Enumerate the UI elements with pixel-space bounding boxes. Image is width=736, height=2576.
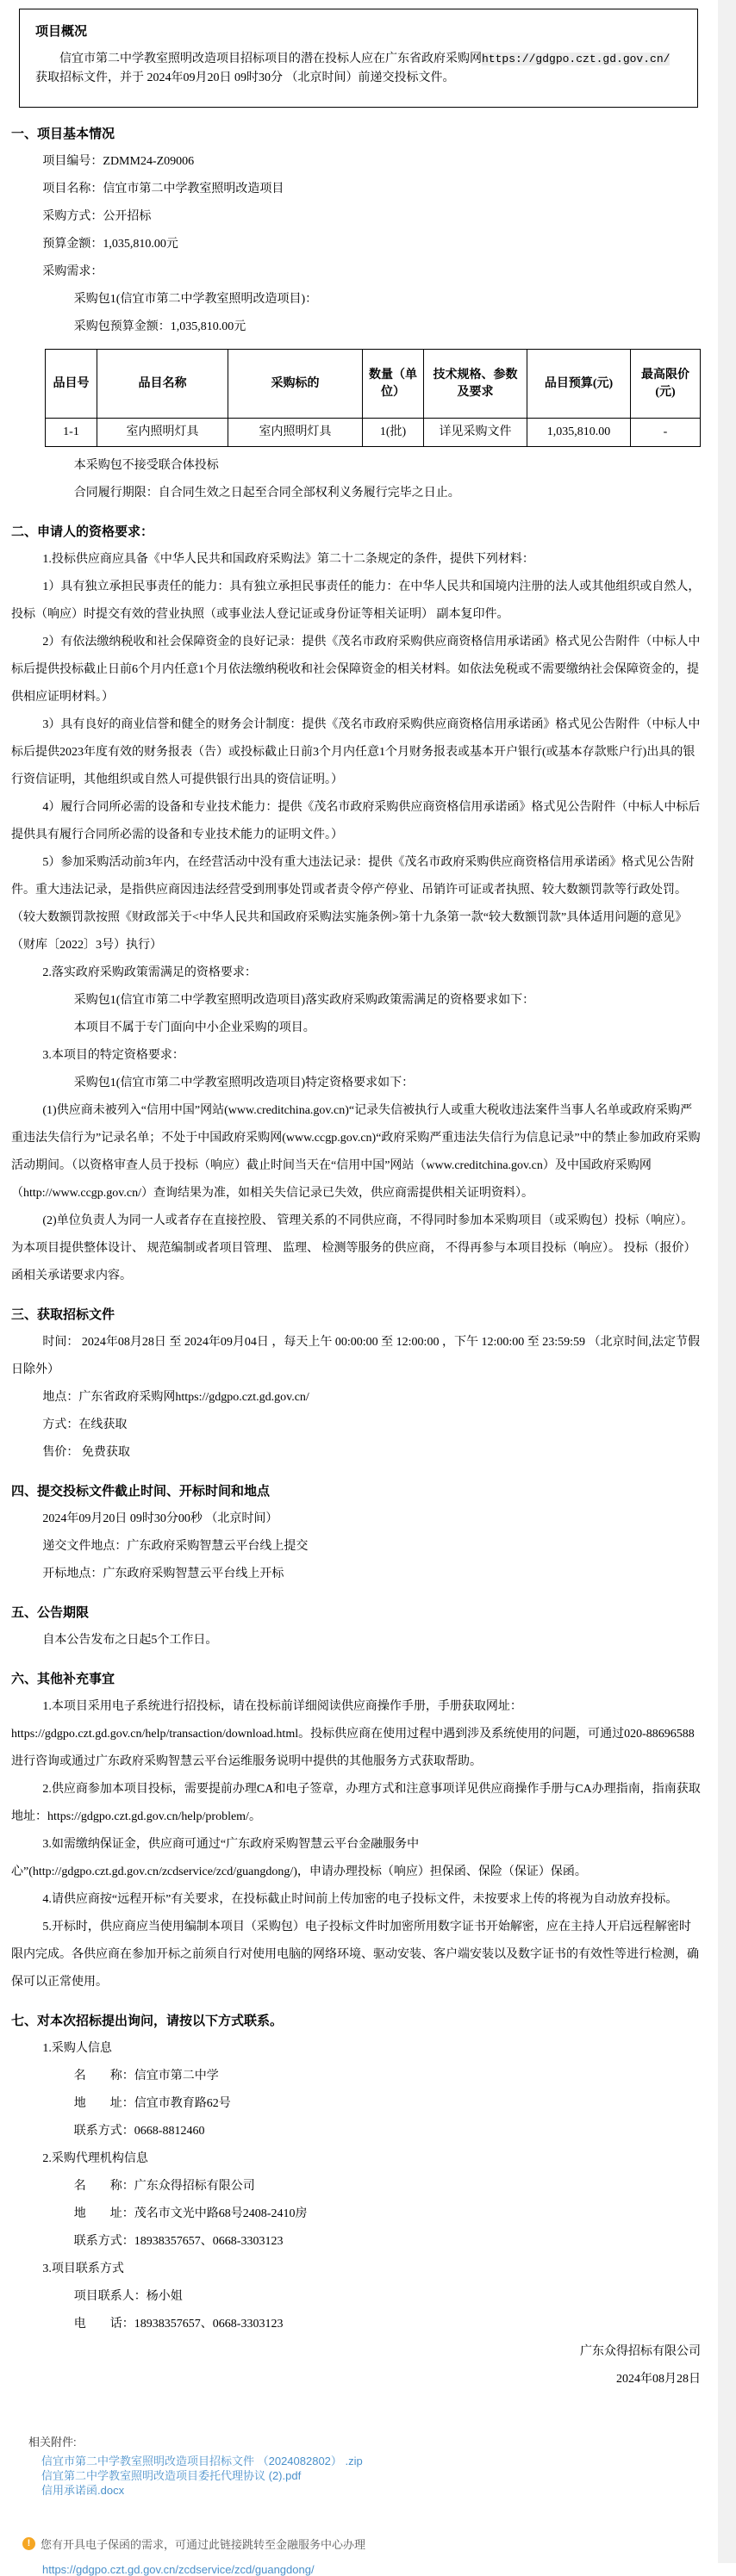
table-head: [46, 350, 701, 419]
text-block: 方式：在线获取: [42, 1418, 128, 1431]
page-right-gutter: [718, 0, 736, 2563]
table-cell: 室内照明灯具: [228, 419, 363, 447]
attachments-label: 相关附件:: [28, 2436, 77, 2449]
text-block: 自本公告发布之日起5个工作日。: [42, 1634, 218, 1647]
text-block: 三、获取招标文件: [11, 1308, 115, 1322]
text-block: 4.请供应商按“远程开标”有关要求，在投标截止时间前上传加密的电子投标文件，未按要求上传的将视为自动放弃投标。: [42, 1893, 678, 1906]
text-block: 递交文件地点：广东政府采购智慧云平台线上提交: [42, 1540, 309, 1553]
text-block: 3.本项目的特定资格要求：: [42, 1049, 184, 1062]
attachment-link[interactable]: 信宜第二中学教室照明改造项目委托代理协议 (2).pdf: [41, 2469, 302, 2482]
attachments-list: [41, 2454, 718, 2498]
table-header-cell: 品目号: [46, 350, 97, 419]
text-block: 六、其他补充事宜: [11, 1673, 115, 1686]
attachment-link[interactable]: 信用承诺函.docx: [41, 2484, 125, 2497]
text-block: 时间： 2024年08月28日 至 2024年09月04日 ，每天上午 00:00:00 至 12:00:00 ，下午 12:00:00 至 23:59:59 （北京时间,法定节假日除外）: [11, 1336, 701, 1376]
text-block: 5）参加采购活动前3年内，在经营活动中没有重大违法记录：提供《茂名市政府采购供应商资格信用承诺函》格式见公告附件。重大违法记录，是指供应商因违法经营受到刑事处罚或者责令停产停业、吊销许可证或者执照、较大数额罚款等行政处罚。（较大数额罚款按照《财政部关于<中华人民共和国政府采购法实施条例>第十九条第一款“较大数额罚款”具体适用问题的意见》（财库〔2022〕3号）执行）: [11, 856, 695, 952]
text-block: 采购方式：公开招标: [42, 210, 152, 223]
text-block: 地点：广东省政府采购网https://gdgpo.czt.gd.gov.cn/: [42, 1391, 309, 1404]
text-block: 项目名称：信宜市第二中学教室照明改造项目: [42, 183, 284, 196]
text-block: 一、项目基本情况: [11, 127, 115, 141]
table-cell: 室内照明灯具: [97, 419, 228, 447]
text-block: 1.投标供应商应具备《中华人民共和国政府采购法》第二十二条规定的条件，提供下列材料：: [42, 553, 534, 566]
overview-paragraph: [35, 50, 682, 88]
text-block: 3.如需缴纳保证金，供应商可通过“广东政府采购智慧云平台金融服务中心”(http://gdgpo.czt.gd.gov.cn/zcdservice/zcd/guangdong/)，申请办理投标（响应）担保函、保险（保证）保函。: [11, 1838, 587, 1878]
document-content: [0, 108, 718, 2393]
text-block: 2）有依法缴纳税收和社会保障资金的良好记录：提供《茂名市政府采购供应商资格信用承诺函》格式见公告附件（中标人中标后提供投标截止日前6个月内任意1个月依法缴纳税收和社会保障资金的相关材料。如依法免税或不需要缴纳社会保障资金的，提供相应证明材料。）: [11, 636, 701, 704]
procurement-items-table: [45, 349, 701, 447]
text-block: 采购包1(信宜市第二中学教室照明改造项目)：: [73, 293, 318, 306]
text-block: 广东众得招标有限公司: [580, 2345, 701, 2358]
text-block: 售价： 免费获取: [42, 1446, 130, 1459]
table-header-cell: 最高限价(元): [631, 350, 701, 419]
text-block: 二、申请人的资格要求：: [11, 525, 154, 539]
text-block: 合同履行期限：自合同生效之日起至合同全部权利义务履行完毕之日止。: [73, 487, 460, 500]
overview-title: 项目概况: [35, 25, 88, 39]
guarantee-notice-link[interactable]: https://gdgpo.czt.gd.gov.cn/zcdservice/zcd/guangdong/: [42, 2563, 315, 2576]
text-block: 2024年09月20日 09时30分00秒 （北京时间）: [42, 1512, 278, 1525]
text-block: 2024年08月28日: [616, 2373, 701, 2386]
table-cell: 1,035,810.00: [527, 419, 631, 447]
text-block: (2)单位负责人为同一人或者存在直接控股、 管理关系的不同供应商，不得同时参加本采购项目（或采购包）投标（响应）。 为本项目提供整体设计、 规范编制或者项目管理、 监理、 检测等服务的供应商， 不得再参与本项目投标（响应）。 投标（报价） 函相关承诺要求内容。: [11, 1214, 696, 1282]
text-block: 四、提交投标文件截止时间、开标时间和地点: [11, 1485, 271, 1499]
table-body: [46, 419, 701, 447]
table-cell: 1-1: [46, 419, 97, 447]
table-row: [46, 419, 701, 447]
text-block: 3.项目联系方式: [42, 2263, 124, 2275]
overview-text-before: 信宜市第二中学教室照明改造项目招标项目的潜在投标人应在广东省政府采购网: [59, 53, 482, 65]
text-block: 1.本项目采用电子系统进行招投标，请在投标前详细阅读供应商操作手册，手册获取网址：https://gdgpo.czt.gd.gov.cn/help/transaction/download.html。投标供应商在使用过程中遇到涉及系统使用的问题，可通过020-88696588 进行咨询或通过广东政府采购智慧云平台运维服务说明中提供的其他服务方式获取帮助。: [11, 1700, 695, 1768]
guarantee-notice: [22, 2536, 718, 2552]
text-block: 项目编号：ZDMM24-Z09006: [42, 155, 195, 168]
text-block: (1)供应商未被列入“信用中国”网站(www.creditchina.gov.cn)“记录失信被执行人或重大税收违法案件当事人名单或政府采购严重违法失信行为”记录名单；不处于中国政府采购网(www.ccgp.gov.cn)“政府采购严重违法失信行为信息记录”中的禁止参加政府采购活动期间。（以资格审查人员于投标（响应）截止时间当天在“信用中国”网站（www.creditchina.gov.cn）及中国政府采购网（http://www.ccgp.gov.cn/）查询结果为准，如相关失信记录已失效，供应商需提供相关证明资料）。: [11, 1104, 701, 1200]
table-header-cell: 技术规格、参数及要求: [424, 350, 527, 419]
text-block: 地 址：信宜市教育路62号: [73, 2097, 231, 2110]
project-overview-box: [19, 9, 698, 108]
document-sections: [11, 452, 701, 2393]
table-header-row: [46, 350, 701, 419]
table-header-cell: 采购标的: [228, 350, 363, 419]
text-block: 五、公告期限: [11, 1606, 90, 1620]
text-block: 采购包预算金额：1,035,810.00元: [73, 320, 246, 333]
text-block: 采购包1(信宜市第二中学教室照明改造项目)落实政府采购政策需满足的资格要求如下：: [73, 994, 535, 1007]
table-header-cell: 品目名称: [97, 350, 228, 419]
text-block: 5.开标时，供应商应当使用编制本项目（采购包）电子投标文件时加密所用数字证书开始解密，应在主持人开启远程解密时限内完成。各供应商在参加开标之前须自行对使用电脑的网络环境、驱动安装、客户端安装以及数字证书的有效性等进行检测，确保可以正常使用。: [11, 1921, 699, 1989]
text-block: 联系方式：0668-8812460: [73, 2125, 205, 2138]
text-block: 4）履行合同所必需的设备和专业技术能力：提供《茂名市政府采购供应商资格信用承诺函》格式见公告附件（中标人中标后提供具有履行合同所必需的设备和专业技术能力的证明文件。）: [11, 801, 701, 841]
text-block: 本项目不属于专门面向中小企业采购的项目。: [73, 1021, 315, 1034]
warning-icon: !: [22, 2537, 35, 2550]
table-cell: 1(批): [363, 419, 424, 447]
text-block: 地 址：茂名市文光中路68号2408-2410房: [73, 2207, 308, 2220]
table-header-cell: 品目预算(元): [527, 350, 631, 419]
section-basic-info: [11, 121, 701, 341]
text-block: 采购包1(信宜市第二中学教室照明改造项目)特定资格要求如下：: [73, 1077, 415, 1089]
text-block: 2.供应商参加本项目投标，需要提前办理CA和电子签章，办理方式和注意事项详见供应商操作手册与CA办理指南，指南获取地址：https://gdgpo.czt.gd.gov.cn/help/problem/。: [11, 1783, 701, 1823]
text-block: 采购需求：: [42, 265, 103, 278]
text-block: 联系方式：18938357657、0668-3303123: [73, 2235, 284, 2248]
text-block: 电 话：18938357657、0668-3303123: [73, 2318, 284, 2331]
table-cell: -: [631, 419, 701, 447]
table-header-cell: 数量（单位）: [363, 350, 424, 419]
text-block: 本采购包不接受联合体投标: [73, 459, 219, 472]
text-block: 七、对本次招标提出询问，请按以下方式联系。: [11, 2014, 284, 2028]
text-block: 项目联系人：杨小姐: [73, 2290, 183, 2303]
overview-text-after: 获取招标文件，并于 2024年09月20日 09时30分 （北京时间）前递交投标文件。: [35, 71, 455, 84]
text-block: 1.采购人信息: [42, 2042, 112, 2055]
text-block: 预算金额：1,035,810.00元: [42, 238, 178, 251]
text-block: 名 称：信宜市第二中学: [73, 2070, 219, 2083]
attachments-section: [28, 2433, 718, 2498]
attachment-link[interactable]: 信宜市第二中学教室照明改造项目招标文件 （2024082802） .zip: [41, 2455, 363, 2467]
table-cell: 详见采购文件: [424, 419, 527, 447]
text-block: 1）具有独立承担民事责任的能力：具有独立承担民事责任的能力：在中华人民共和国境内注册的法人或其他组织或自然人， 投标（响应）时提交有效的营业执照（或事业法人登记证或身份证等相关证明） 副本复印件。: [11, 580, 701, 621]
text-block: 名 称：广东众得招标有限公司: [73, 2180, 255, 2193]
text-block: 2.落实政府采购政策需满足的资格要求：: [42, 966, 257, 979]
guarantee-notice-text: 您有开具电子保函的需求，可通过此链接跳转至金融服务中心办理: [41, 2538, 366, 2551]
overview-url: https://gdgpo.czt.gd.gov.cn/: [482, 53, 671, 65]
text-block: 2.采购代理机构信息: [42, 2152, 148, 2165]
text-block: 开标地点：广东政府采购智慧云平台线上开标: [42, 1567, 284, 1580]
text-block: 3）具有良好的商业信誉和健全的财务会计制度：提供《茂名市政府采购供应商资格信用承诺函》格式见公告附件（中标人中标后提供2023年度有效的财务报表（告）或投标截止日前3个月内任意1个月财务报表或基本开户银行(或基本存款账户行)出具的银行资信证明，其他组织或自然人可提供银行出具的资信证明。）: [11, 718, 701, 786]
